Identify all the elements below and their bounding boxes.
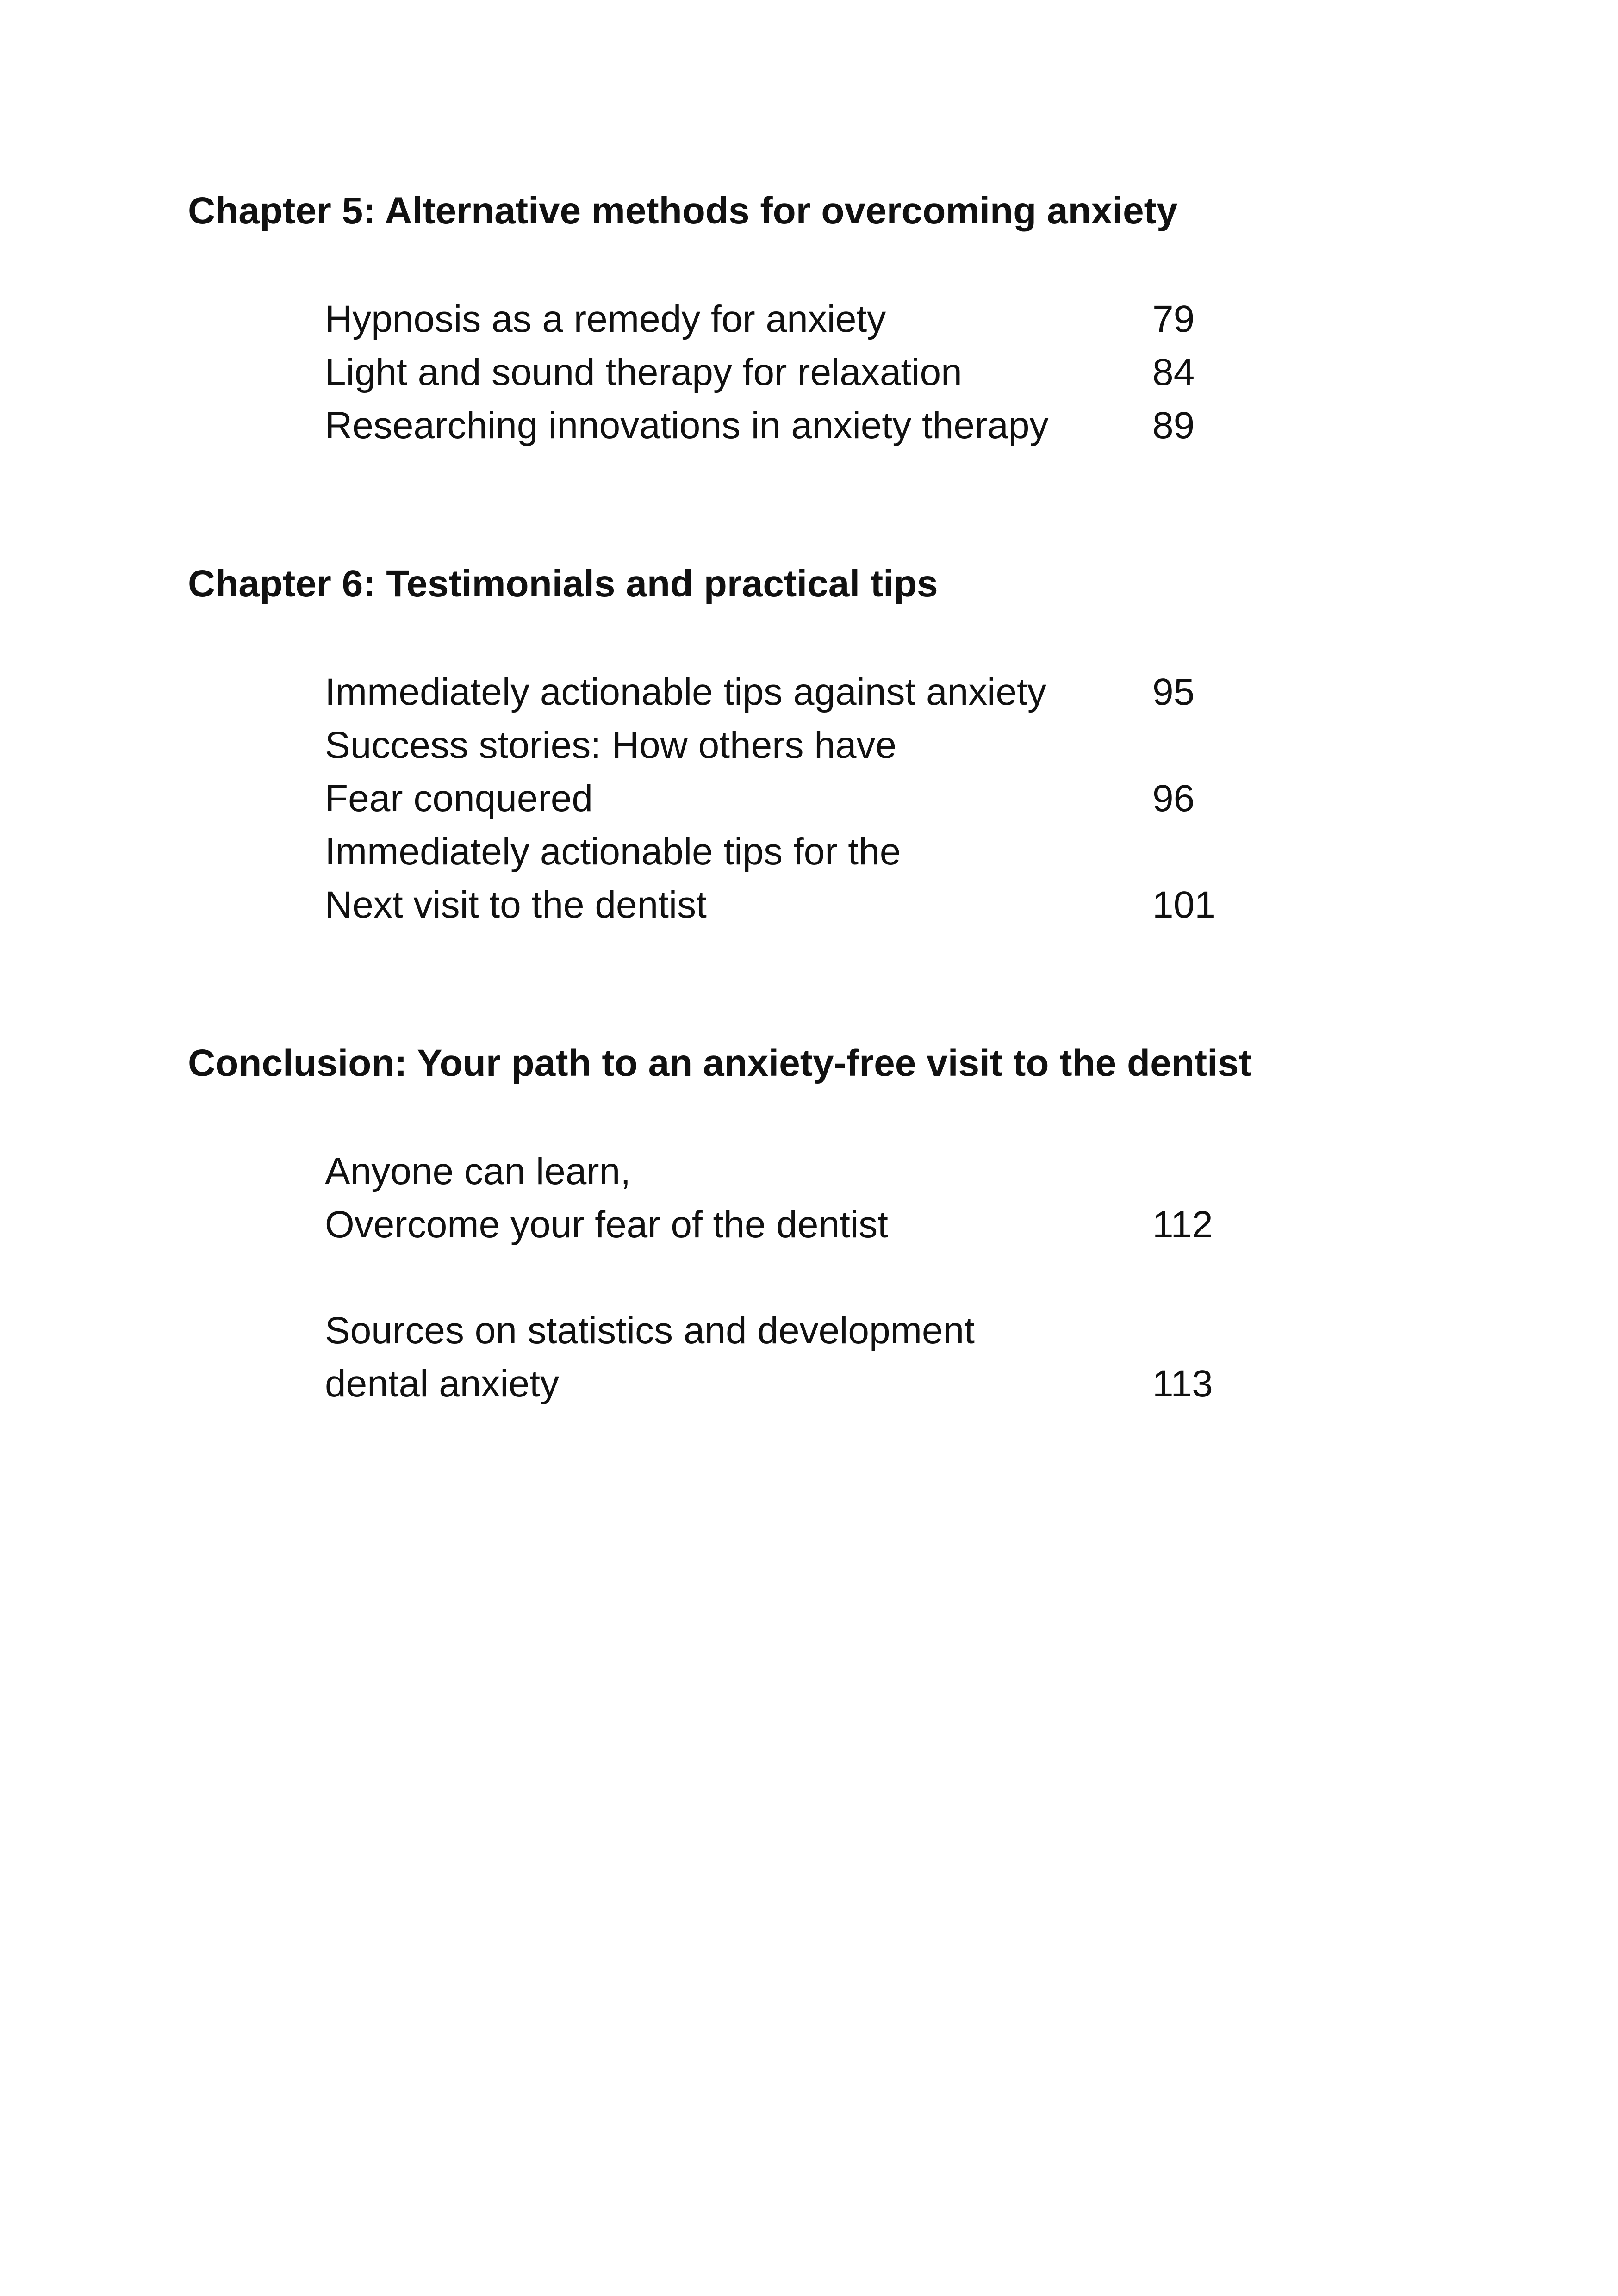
toc-entry-title: Anyone can learn, — [325, 1150, 631, 1192]
toc-entry-page: 79 — [1152, 298, 1195, 340]
toc-entry-title-cont: Next visit to the dentist — [325, 884, 707, 926]
toc-entry-title-cont: Fear conquered — [325, 777, 593, 819]
toc-entry-page: 101 — [1152, 884, 1216, 926]
section-heading: Conclusion: Your path to an anxiety-free visit to the dentist — [188, 1042, 1251, 1084]
toc-entry-title: Immediately actionable tips against anxiety — [325, 671, 1046, 713]
toc-entry-page: 113 — [1152, 1363, 1213, 1405]
section-heading: Chapter 6: Testimonials and practical tips — [188, 563, 938, 605]
toc-entry-page: 96 — [1152, 777, 1195, 819]
toc-entry-title: Light and sound therapy for relaxation — [325, 351, 962, 393]
toc-entry-title: Researching innovations in anxiety therapy — [325, 404, 1049, 447]
section-heading: Chapter 5: Alternative methods for overcoming anxiety — [188, 190, 1178, 232]
toc-entry-page: 95 — [1152, 671, 1195, 713]
toc-entry-title: Success stories: How others have — [325, 724, 897, 766]
toc-entry-page: 84 — [1152, 351, 1195, 393]
toc-entry-title: Immediately actionable tips for the — [325, 831, 901, 873]
toc-entry-title-cont: Overcome your fear of the dentist — [325, 1204, 888, 1246]
toc-entry-title: Hypnosis as a remedy for anxiety — [325, 298, 886, 340]
toc-entry-page: 112 — [1152, 1204, 1213, 1246]
toc-entry-title: Sources on statistics and development — [325, 1309, 975, 1352]
toc-entry-page: 89 — [1152, 404, 1195, 447]
toc-entry-title-cont: dental anxiety — [325, 1363, 560, 1405]
